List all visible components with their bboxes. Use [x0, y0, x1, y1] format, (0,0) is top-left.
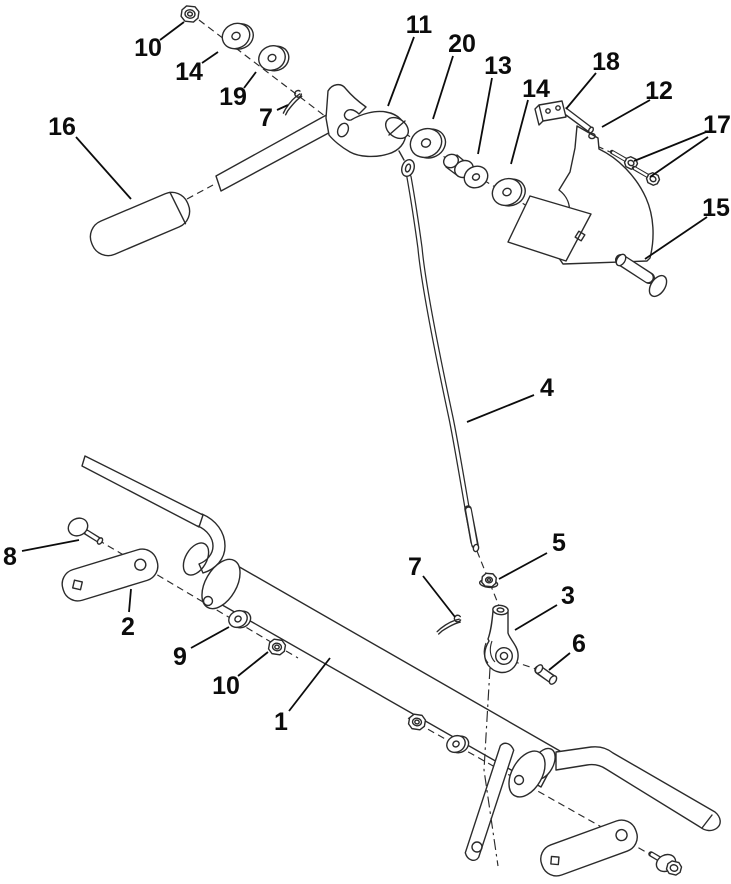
callout-4: 4	[540, 374, 554, 402]
callout-10: 10	[212, 672, 240, 700]
leader-line-7	[423, 576, 455, 617]
callout-10: 10	[134, 34, 162, 62]
part-locknut-10-lower	[268, 638, 286, 655]
part-washer-19	[255, 40, 293, 77]
part-clevis-3	[484, 605, 518, 673]
part-link-plate-2	[58, 545, 161, 604]
part-hinge-plate-18	[535, 101, 594, 134]
part-carriage-bolt-8	[65, 515, 103, 545]
callout-19: 19	[219, 83, 247, 111]
part-washer-14-top	[218, 17, 258, 54]
leader-line-5	[499, 553, 547, 579]
part-cotter-pin-7-top	[281, 90, 304, 115]
leader-line-14	[511, 100, 528, 164]
leader-line-10	[238, 652, 268, 676]
leader-line-16	[76, 137, 131, 199]
callout-16: 16	[48, 113, 76, 141]
leader-line-6	[549, 653, 570, 670]
callout-14: 14	[522, 75, 550, 103]
part-lever-head-11	[326, 85, 412, 157]
leader-line-2	[129, 589, 131, 612]
part-bracket-12	[508, 126, 653, 264]
part-control-rod-4	[399, 151, 479, 552]
part-washer-20	[405, 122, 450, 165]
callout-17: 17	[703, 111, 731, 139]
leader-line-18	[566, 73, 596, 109]
callout-3: 3	[561, 582, 575, 610]
callout-12: 12	[645, 77, 673, 105]
upper-assembly	[85, 5, 670, 299]
part-grip-16	[85, 187, 195, 261]
leader-line-20	[433, 56, 453, 119]
callout-2: 2	[121, 613, 135, 641]
callout-9: 9	[173, 643, 187, 671]
lower-assembly	[58, 456, 720, 880]
callout-6: 6	[572, 630, 586, 658]
part-flange-bolt-right	[651, 851, 682, 876]
leader-line-10	[160, 22, 184, 40]
leader-line-4	[467, 395, 534, 422]
leader-line-13	[478, 78, 492, 154]
rod-eye	[400, 158, 417, 178]
callout-15: 15	[702, 194, 730, 222]
callout-1: 1	[274, 708, 288, 736]
part-washer-14-right	[488, 172, 530, 212]
leader-line-3	[515, 605, 557, 630]
leader-line-11	[388, 37, 414, 106]
part-clevis-pin-6	[534, 664, 558, 686]
leader-line-15	[645, 217, 707, 259]
part-stop-bar	[465, 743, 513, 860]
callout-7: 7	[259, 104, 273, 132]
callout-14: 14	[175, 58, 203, 86]
leader-line-12	[602, 100, 650, 127]
callout-8: 8	[3, 543, 17, 571]
part-spacer-13	[441, 152, 491, 192]
callout-11: 11	[405, 11, 433, 39]
part-cotter-pin-7-lower	[437, 612, 462, 638]
part-flange-nut-5	[479, 573, 498, 589]
leader-line-1	[289, 658, 330, 711]
callout-7: 7	[408, 553, 422, 581]
part-left-lever-arm	[82, 456, 203, 527]
part-upper-lever-arm	[216, 113, 336, 191]
leader-line-14	[202, 52, 218, 63]
part-right-lever-arm	[556, 747, 720, 831]
part-hex-nut-10-top	[180, 5, 199, 23]
leader-line-8	[22, 540, 79, 551]
callout-5: 5	[552, 529, 566, 557]
leader-line-9	[191, 627, 229, 648]
callout-20: 20	[448, 30, 476, 58]
callout-18: 18	[592, 48, 620, 76]
part-left-collar	[178, 539, 214, 580]
part-link-plate-right	[537, 816, 642, 880]
callout-13: 13	[484, 52, 512, 80]
